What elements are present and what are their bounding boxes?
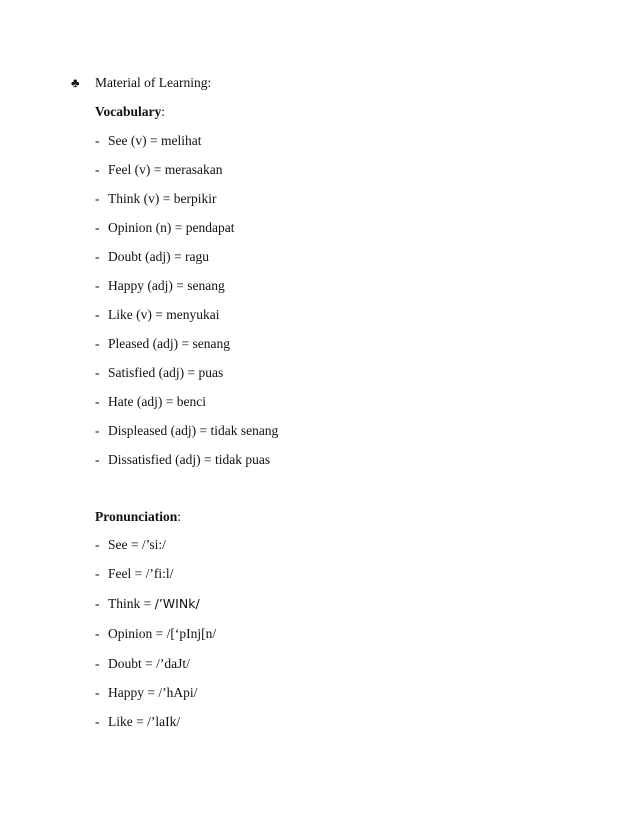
list-item	[95, 278, 225, 294]
vocabulary-title-colon: :	[161, 104, 166, 119]
dash-bullet: -	[95, 191, 100, 206]
dash-bullet: -	[95, 278, 100, 293]
pronunciation-word: Opinion =	[108, 626, 167, 641]
list-item	[95, 162, 222, 178]
vocabulary-title	[95, 104, 165, 120]
vocabulary-item-text: Doubt (adj) = ragu	[108, 249, 209, 264]
list-item	[95, 566, 173, 582]
dash-bullet: -	[95, 394, 100, 409]
list-item	[95, 394, 206, 410]
dash-bullet: -	[95, 365, 100, 380]
dash-bullet: -	[95, 537, 100, 552]
list-item	[95, 249, 209, 265]
vocabulary-item-text: Like (v) = menyukai	[108, 307, 220, 322]
list-item	[95, 626, 216, 642]
dash-bullet: -	[95, 162, 100, 177]
dash-bullet: -	[95, 566, 100, 581]
dash-bullet: -	[95, 452, 100, 467]
vocabulary-item-text: Pleased (adj) = senang	[108, 336, 230, 351]
dash-bullet: -	[95, 336, 100, 351]
pronunciation-word: Happy =	[108, 685, 159, 700]
pronunciation-word: Doubt =	[108, 656, 157, 671]
material-heading	[71, 75, 211, 91]
dash-bullet: -	[95, 307, 100, 322]
list-item	[95, 452, 270, 468]
pronunciation-ipa: /’WINk/	[154, 596, 200, 611]
dash-bullet: -	[95, 220, 100, 235]
vocabulary-item-text: See (v) = melihat	[108, 133, 202, 148]
list-item	[95, 596, 200, 612]
vocabulary-item-text: Feel (v) = merasakan	[108, 162, 223, 177]
list-item	[95, 191, 216, 207]
pronunciation-title-colon: :	[177, 509, 182, 524]
club-bullet-icon: ♣	[71, 75, 80, 90]
dash-bullet: -	[95, 133, 100, 148]
pronunciation-ipa: /’hApi/	[158, 685, 198, 700]
dash-bullet: -	[95, 423, 100, 438]
material-heading-text: Material of Learning:	[95, 75, 212, 90]
vocabulary-item-text: Opinion (n) = pendapat	[108, 220, 235, 235]
pronunciation-ipa: /’si:/	[141, 537, 166, 552]
dash-bullet: -	[95, 626, 100, 641]
dash-bullet: -	[95, 714, 100, 729]
pronunciation-word: Like =	[108, 714, 148, 729]
list-item	[95, 423, 278, 439]
pronunciation-ipa: /’laIk/	[147, 714, 181, 729]
dash-bullet: -	[95, 685, 100, 700]
pronunciation-ipa: /[‘pInj[n/	[166, 626, 217, 641]
pronunciation-ipa: /’daJt/	[156, 656, 190, 671]
list-item	[95, 714, 180, 730]
pronunciation-ipa: /’fi:l/	[145, 566, 174, 581]
pronunciation-word: Feel =	[108, 566, 146, 581]
list-item	[95, 685, 197, 701]
list-item	[95, 656, 190, 672]
list-item	[95, 336, 230, 352]
list-item	[95, 220, 234, 236]
list-item	[95, 537, 166, 553]
vocabulary-title-text: Vocabulary	[95, 104, 162, 119]
vocabulary-item-text: Satisfied (adj) = puas	[108, 365, 224, 380]
vocabulary-item-text: Dissatisfied (adj) = tidak puas	[108, 452, 271, 467]
vocabulary-item-text: Think (v) = berpikir	[108, 191, 217, 206]
pronunciation-title	[95, 509, 181, 525]
vocabulary-item-text: Hate (adj) = benci	[108, 394, 206, 409]
pronunciation-title-text: Pronunciation	[95, 509, 178, 524]
list-item	[95, 307, 219, 323]
pronunciation-word: Think =	[108, 596, 155, 611]
vocabulary-item-text: Displeased (adj) = tidak senang	[108, 423, 279, 438]
dash-bullet: -	[95, 596, 100, 611]
dash-bullet: -	[95, 249, 100, 264]
list-item	[95, 133, 201, 149]
pronunciation-word: See =	[108, 537, 142, 552]
list-item	[95, 365, 223, 381]
vocabulary-item-text: Happy (adj) = senang	[108, 278, 225, 293]
dash-bullet: -	[95, 656, 100, 671]
